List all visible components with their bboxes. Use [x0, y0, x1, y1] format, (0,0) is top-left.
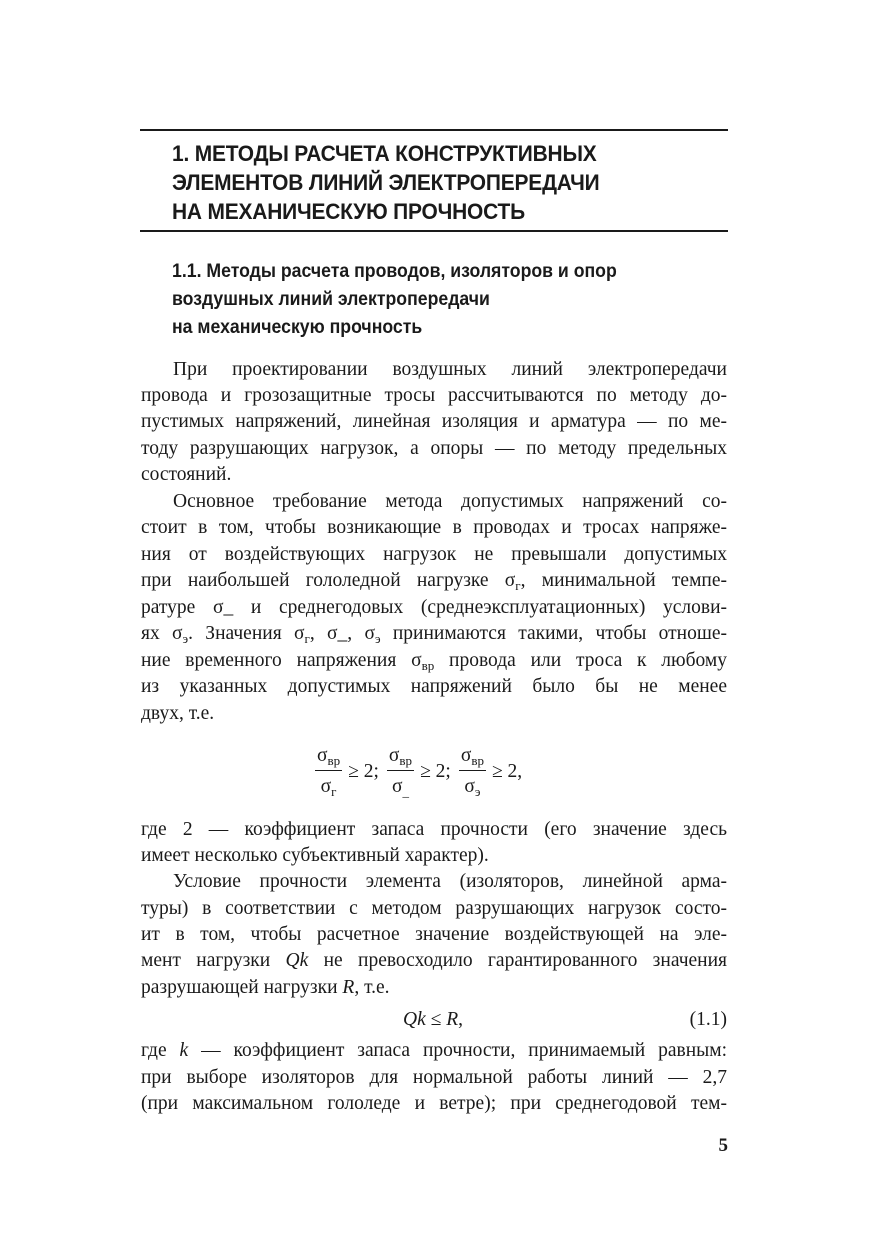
paragraph-line: где 2 — коэффициент запаса прочности (его значение здесь: [141, 819, 727, 840]
equation-expression: Qk ≤ R,: [403, 1009, 463, 1030]
paragraph-line: туры) в соответствии с методом разрушающих нагрузок состо-: [141, 898, 727, 919]
section-heading-line: на механическую прочность: [172, 317, 423, 338]
paragraph-line: при наибольшей гололедной нагрузке $\sigma_г$, минимальной темпе-: [141, 570, 727, 593]
chapter-bottom-rule: [140, 230, 728, 232]
chapter-title-line: 1. МЕТОДЫ РАСЧЕТА КОНСТРУКТИВНЫХ: [172, 141, 597, 166]
paragraph-line: состояний.: [141, 464, 232, 485]
paragraph-line: При проектировании воздушных линий электропередачи: [173, 359, 727, 380]
page-number: 5: [718, 1135, 728, 1156]
paragraph-line: имеет несколько субъективный характер).: [141, 845, 489, 866]
section-heading: [172, 258, 702, 342]
paragraph-line: стоит в том, чтобы возникающие в проводах и тросах напряже-: [141, 517, 727, 538]
paragraph-line: разрушающей нагрузки R, т.е.: [141, 977, 390, 998]
paragraph-line: Условие прочности элемента (изоляторов, линейной арма-: [173, 871, 727, 892]
section-heading-line: 1.1. Методы расчета проводов, изоляторов и опор: [172, 261, 617, 282]
paragraph-line: (при максимальном гололеде и ветре); при среднегодовой тем-: [141, 1093, 727, 1114]
fraction: $\frac{\sigma_{вр}}{\sigma_г}$: [317, 745, 341, 799]
paragraph-line: ит в том, чтобы расчетное значение воздействующей на эле-: [141, 924, 727, 945]
equation-number: (1.1): [689, 1009, 727, 1030]
chapter-title: [172, 139, 674, 226]
safety-factor-formula: $\frac{\sigma_{вр}}{\sigma_г}$ ≥ 2; $\frac{\sigma_{вр}}{\sigma_{\_}}$ ≥ 2; $\frac{\sigma_{вр}}{\sigma_э}$ ≥ 2,: [317, 745, 523, 799]
fraction: $\frac{\sigma_{вр}}{\sigma_э}$: [460, 745, 484, 799]
section-heading-line: воздушных линий электропередачи: [172, 289, 490, 310]
paragraph-line: Основное требование метода допустимых напряжений со-: [173, 491, 727, 512]
paragraph-line: тоду разрушающих нагрузок, а опоры — по методу предельных: [141, 438, 727, 459]
paragraph-line: ния от воздействующих нагрузок не превышали допустимых: [141, 544, 727, 565]
paragraph-line: ях $\sigma_э$. Значения $\sigma_г$, σ_, $\sigma_э$ принимаются такими, чтобы отноше-: [141, 623, 727, 646]
equation-1-1: [141, 1007, 727, 1033]
paragraph-line: ние временного напряжения $\sigma_{вр}$ провода или троса к любому: [141, 650, 727, 673]
paragraph-line: мент нагрузки Qk не превосходило гарантированного значения: [141, 950, 727, 971]
paragraph-line: провода и грозозащитные тросы рассчитываются по методу до-: [141, 385, 727, 406]
paragraph-line: при выборе изоляторов для нормальной работы линий — 2,7: [141, 1067, 727, 1088]
chapter-title-line: ЭЛЕМЕНТОВ ЛИНИЙ ЭЛЕКТРОПЕРЕДАЧИ: [172, 170, 600, 195]
fraction: $\frac{\sigma_{вр}}{\sigma_{\_}}$: [388, 745, 413, 799]
chapter-title-line: НА МЕХАНИЧЕСКУЮ ПРОЧНОСТЬ: [172, 199, 525, 224]
chapter-top-rule: [140, 129, 728, 131]
paragraph-line: ратуре σ_ и среднегодовых (среднеэксплуатационных) услови-: [141, 597, 727, 618]
paragraph-line: двух, т.е.: [141, 703, 215, 724]
paragraph-line: из указанных допустимых напряжений было бы не менее: [141, 676, 727, 697]
paragraph-line: пустимых напряжений, линейная изоляция и арматура — по ме-: [141, 411, 727, 432]
paragraph-line: где k — коэффициент запаса прочности, принимаемый равным:: [141, 1040, 728, 1061]
